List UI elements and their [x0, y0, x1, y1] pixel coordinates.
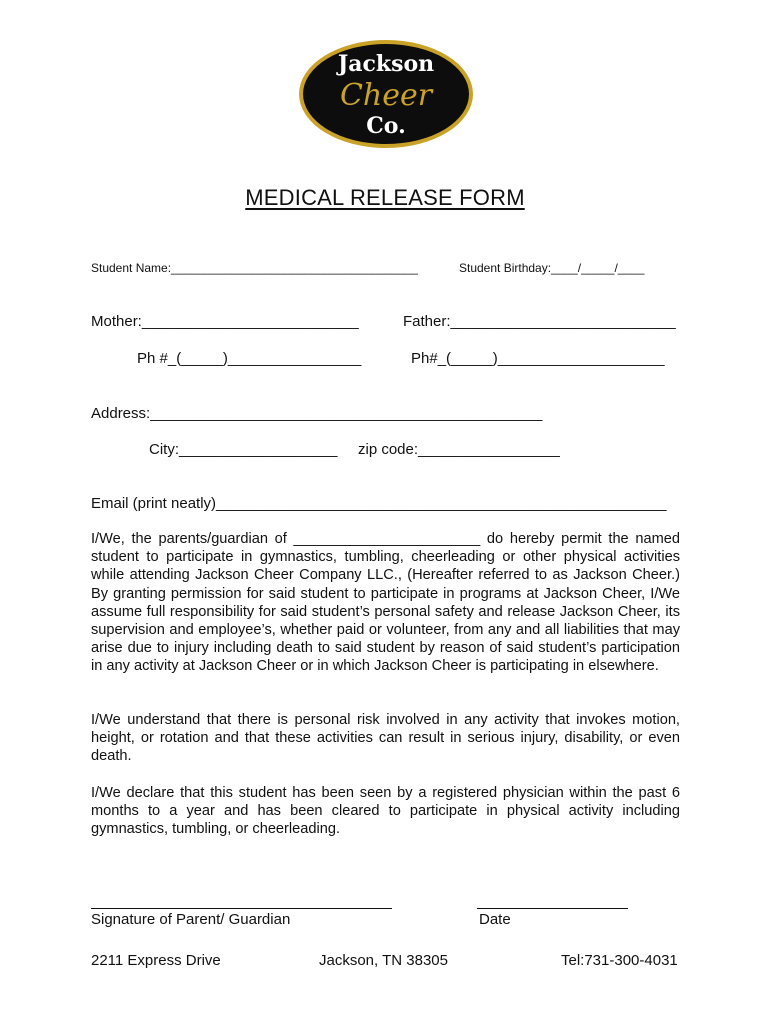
logo-text-cheer: Cheer [339, 78, 433, 113]
logo-text-jackson: Jackson [337, 51, 435, 77]
footer-phone: Tel:731-300-4031 [561, 952, 678, 969]
signature-label: Signature of Parent/ Guardian [91, 911, 291, 928]
date-label: Date [479, 911, 511, 928]
student-birthday-field[interactable]: Student Birthday:____/_____/____ [459, 261, 645, 275]
address-field[interactable]: Address:_______________________________________________ [91, 405, 543, 422]
city-field[interactable]: City:___________________ [149, 441, 338, 458]
logo-text-co: Co. [366, 113, 406, 139]
zip-code-field[interactable]: zip code:_________________ [358, 441, 560, 458]
permission-paragraph: I/We, the parents/guardian of _______________________ do hereby permit the named student to participate in gymnastics, tumbling, cheerleading or other physical activities while attending Jackson Cheer Company LLC., (Hereafter referred to as Jackson Cheer.) By granting permission for said student to participate in programs at Jackson Cheer, I/We assume full responsibility for said student’s personal safety and release Jackson Cheer, its supervision and employee’s, whether paid or volunteer, from any and all liabilities that may arise due to injury including death to said student by reason of said student’s participation in any activity at Jackson Cheer or in which Jackson Cheer is participating in elsewhere. [91, 531, 680, 675]
mother-phone-field[interactable]: Ph #_(_____)________________ [137, 350, 362, 367]
jackson-cheer-logo [297, 38, 475, 150]
footer-city: Jackson, TN 38305 [319, 952, 448, 969]
risk-paragraph: I/We understand that there is personal risk involved in any activity that invokes motion, height, or rotation and that these activities can result in serious injury, disability, or even death. [91, 712, 680, 765]
footer-street: 2211 Express Drive [91, 952, 221, 969]
email-field[interactable]: Email (print neatly)______________________________________________________ [91, 495, 667, 512]
mother-field[interactable]: Mother:__________________________ [91, 313, 359, 330]
student-name-field[interactable]: Student Name:_____________________________________ [91, 261, 418, 275]
physician-paragraph: I/We declare that this student has been seen by a registered physician within the past 6 months to a year and has been cleared to participate in physical activity including gymnastics, tumbling, or cheerleading. [91, 785, 680, 838]
father-phone-field[interactable]: Ph#_(_____)____________________ [411, 350, 665, 367]
form-title: MEDICAL RELEASE FORM [245, 185, 525, 210]
date-line[interactable] [477, 908, 628, 909]
father-field[interactable]: Father:___________________________ [403, 313, 676, 330]
signature-line[interactable] [91, 908, 392, 909]
